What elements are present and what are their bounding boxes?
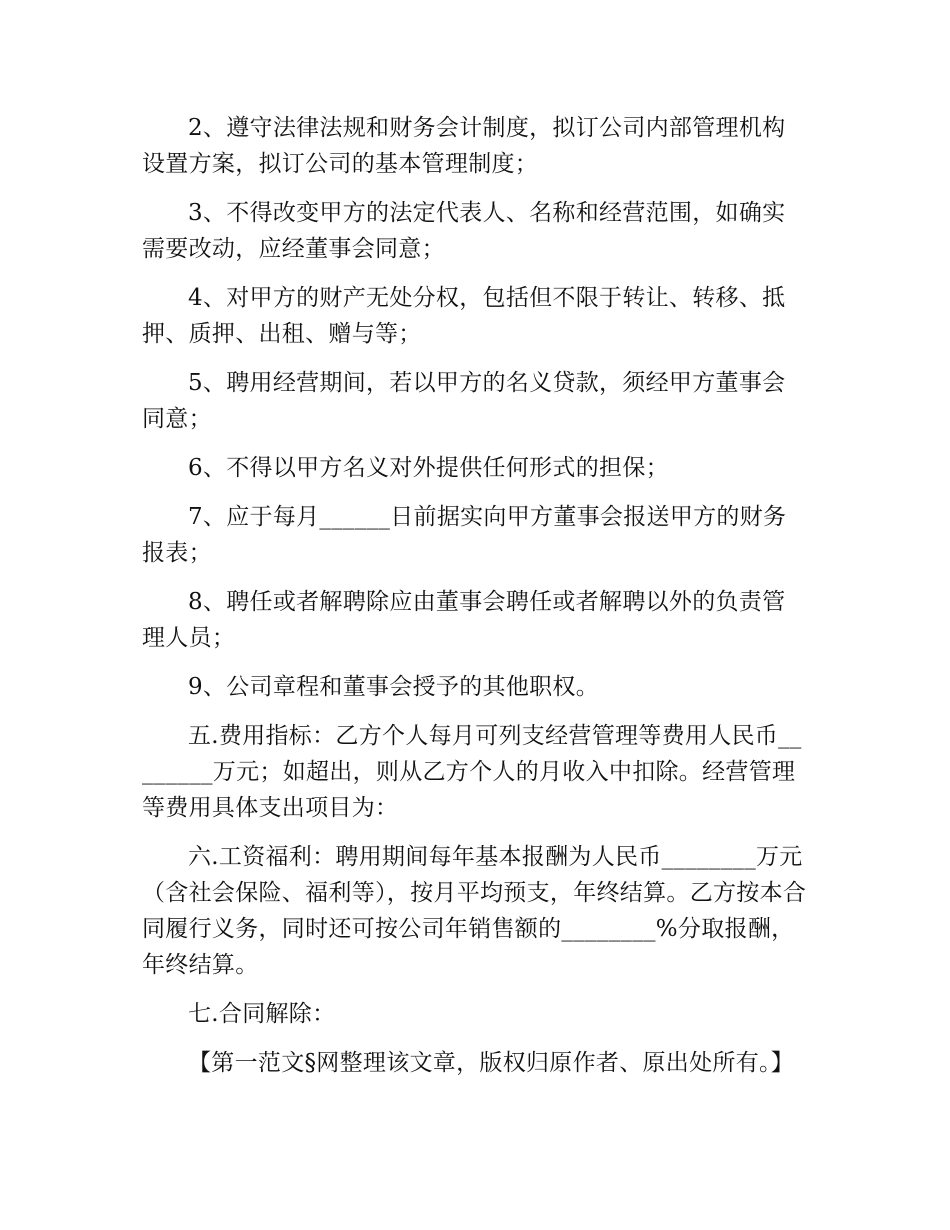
clause-7: 7、应于每月______日前据实向甲方董事会报送甲方的财务报表； (142, 504, 787, 566)
clause-6: 6、不得以甲方名义对外提供任何形式的担保； (188, 455, 669, 481)
section-expense-indicator: 五.费用指标：乙方个人每月可列支经营管理等费用人民币________万元；如超出，则从乙方个人的月收入中扣除。经营管理等费用具体支出项目为： (142, 723, 802, 821)
copyright-notice: 【第一范文§网整理该文章，版权归原作者、原出处所有。】 (188, 1050, 795, 1076)
document-body (142, 110, 807, 1094)
clause-3: 3、不得改变甲方的法定代表人、名称和经营范围，如确实需要改动，应经董事会同意； (142, 200, 786, 262)
section-contract-termination: 七.合同解除： (188, 1001, 336, 1027)
clause-9: 9、公司章程和董事会授予的其他职权。 (188, 674, 600, 700)
clause-4: 4、对甲方的财产无处分权，包括但不限于转让、转移、抵押、质押、出租、赠与等； (142, 285, 786, 347)
clause-8: 8、聘任或者解聘除应由董事会聘任或者解聘以外的负责管理人员； (142, 589, 786, 651)
clause-5: 5、聘用经营期间，若以甲方的名义贷款，须经甲方董事会同意； (142, 370, 786, 432)
clause-2: 2、遵守法律法规和财务会计制度，拟订公司内部管理机构设置方案，拟订公司的基本管理制度； (142, 115, 786, 177)
section-salary-benefits: 六.工资福利：聘用期间每年基本报酬为人民币________万元（含社会保险、福利等），按月平均预支，年终结算。乙方按本合同履行义务，同时还可按公司年销售额的________%分取报酬，年终结算。 (142, 844, 807, 978)
